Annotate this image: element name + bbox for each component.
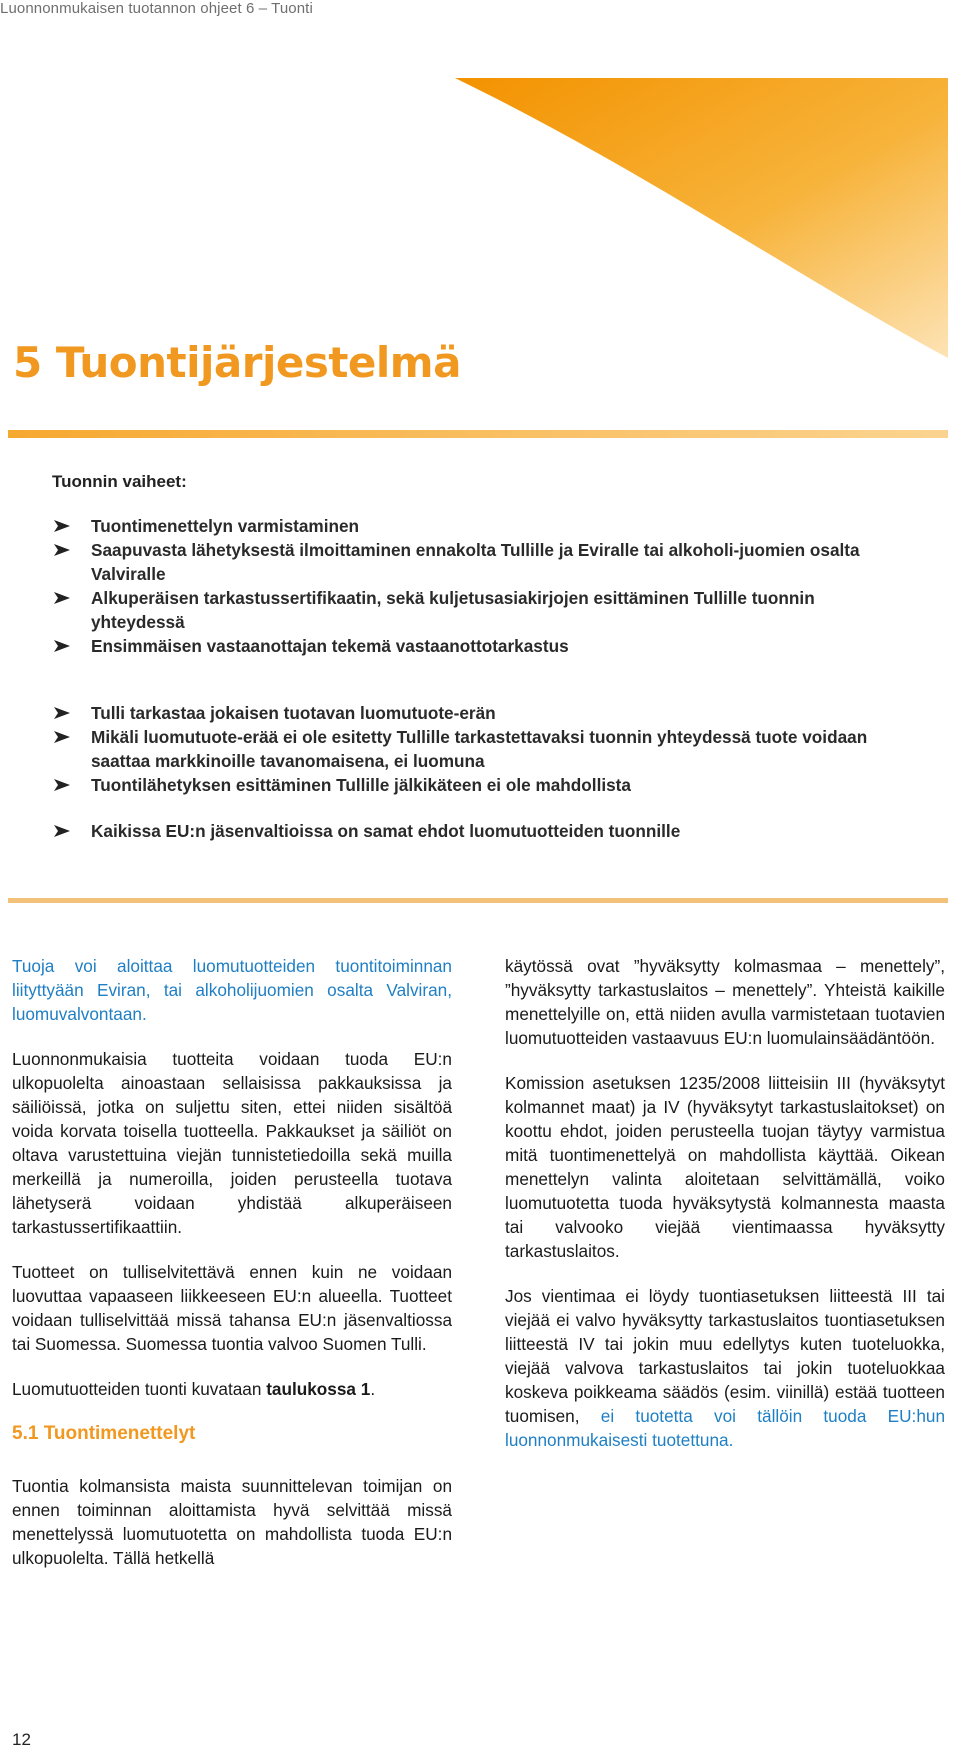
arrowhead-bullet-icon bbox=[52, 773, 74, 797]
paragraph: Jos vientimaa ei löydy tuontiasetuksen liitteestä III tai viejää ei valvo hyväksytty tarkastuslaitos tuontiasetuksen liitteestä IV tai jokin muu edellytys kuten tuoteluokka, viejää valvova tarkastuslaitos tai jokin tuoteluokkaa koskeva poikkeama säädös (esim. viinillä) estää tuotteen tuomisen, ei tuotetta voi tällöin tuoda EU:hun luonnonmukaisesti tuotettuna. bbox=[505, 1286, 945, 1450]
customs-inspection-list bbox=[52, 701, 912, 797]
arrowhead-bullet-icon bbox=[52, 725, 74, 749]
paragraph: Luonnonmukaisia tuotteita voidaan tuoda EU:n ulkopuolelta ainoastaan sellaisissa pakkauksissa ja säiliöissä, jotka on suljettu siten, ettei niiden sisältöä voida korvata toisella tuotteella. Pakkaukset ja säiliöt on oltava varustettuina viejän tunnistetiedoilla sekä muilla merkeillä ja numeroilla, joiden perusteella tuotava lähetyserä voidaan yhdistää alkuperäiseen tarkastussertifikaattiin. bbox=[12, 1049, 452, 1237]
chapter-title: 5 Tuontijärjestelmä bbox=[13, 338, 461, 387]
arrowhead-bullet-icon bbox=[52, 634, 74, 658]
arrowhead-bullet-icon bbox=[52, 514, 74, 538]
eu-conditions-list bbox=[52, 819, 912, 843]
paragraph: käytössä ovat ”hyväksytty kolmasmaa – menettely”, ”hyväksytty tarkastuslaitos – menettely”. Yhteistä kaikille menettelyille on, että niiden avulla varmistetaan tuotavien luomutuotteiden vastaavuus EU:n luomulainsäädäntöön. bbox=[505, 956, 945, 1048]
arrowhead-bullet-icon bbox=[52, 701, 74, 725]
left-column bbox=[12, 954, 452, 1591]
page-number: 12 bbox=[12, 1730, 31, 1749]
section-divider bbox=[8, 898, 948, 903]
table-reference: taulukossa 1 bbox=[266, 1379, 371, 1399]
list-item: Mikäli luomutuote-erää ei ole esitetty Tullille tarkastettavaksi tuonnin yhteydessä tuote voidaan saattaa markkinoille tavanomaisena, ei luomuna bbox=[52, 725, 912, 773]
section-subheading: 5.1 Tuontimenettelyt bbox=[12, 1423, 196, 1444]
list-item: Tuontimenettelyn varmistaminen bbox=[52, 514, 912, 538]
paragraph: Tuotteet on tulliselvitettävä ennen kuin ne voidaan luovuttaa vapaaseen liikkeeseen EU:n alueella. Tuotteet voidaan tulliselvittää missä tahansa EU:n jäsenvaltiossa tai Suomessa. Suomessa tuontia valvoo Suomen Tulli. bbox=[12, 1262, 452, 1354]
list-item: Tulli tarkastaa jokaisen tuotavan luomutuote-erän bbox=[52, 701, 912, 725]
paragraph: Tuontia kolmansista maista suunnittelevan toimijan on ennen toiminnan aloittamista hyvä selvittää missä menettelyssä luomutuotetta on mahdollista tuoda EU:n ulkopuolelta. Tällä hetkellä bbox=[12, 1476, 452, 1568]
list-item: Saapuvasta lähetyksestä ilmoittaminen ennakolta Tullille ja Eviralle tai alkoholi-juomien osalta Valviralle bbox=[52, 538, 912, 586]
highlight-text: ei tuotetta voi tällöin tuoda EU:hun luonnonmukaisesti tuotettuna. bbox=[505, 1406, 945, 1450]
list-item: Kaikissa EU:n jäsenvaltioissa on samat ehdot luomutuotteiden tuonnille bbox=[52, 819, 912, 843]
arrowhead-bullet-icon bbox=[52, 819, 74, 843]
paragraph-highlight: Tuoja voi aloittaa luomutuotteiden tuontitoiminnan liityttyään Eviran, tai alkoholijuomien osalta Valviran, luomuvalvontaan. bbox=[12, 956, 452, 1024]
box-title: Tuonnin vaiheet: bbox=[52, 472, 187, 491]
list-item: Tuontilähetyksen esittäminen Tullille jälkikäteen ei ole mahdollista bbox=[52, 773, 912, 797]
import-steps-list bbox=[52, 514, 912, 658]
list-item: Ensimmäisen vastaanottajan tekemä vastaanottotarkastus bbox=[52, 634, 912, 658]
paragraph-table-reference: Luomutuotteiden tuonti kuvataan taulukossa 1. bbox=[12, 1379, 376, 1399]
arrowhead-bullet-icon bbox=[52, 538, 74, 562]
running-header: Luonnonmukaisen tuotannon ohjeet 6 – Tuonti bbox=[0, 0, 313, 17]
paragraph: Komission asetuksen 1235/2008 liitteisiin III (hyväksytyt kolmannet maat) ja IV (hyväksytyt tarkastuslaitokset) on koottu ehdot, joiden perusteella tuojan täytyy varmistua mitä tuontimenettelyä on mahdollista käyttää. Oikean menettelyn valinta aloitetaan selvittämällä, voiko luomutuotetta tuoda hyväksytystä kolmannesta maasta tai valvooko viejää vientimaassa hyväksytty tarkastuslaitos. bbox=[505, 1073, 945, 1261]
right-column bbox=[505, 954, 945, 1473]
arrowhead-bullet-icon bbox=[52, 586, 74, 610]
list-item: Alkuperäisen tarkastussertifikaatin, sekä kuljetusasiakirjojen esittäminen Tullille tuonnin yhteydessä bbox=[52, 586, 912, 634]
